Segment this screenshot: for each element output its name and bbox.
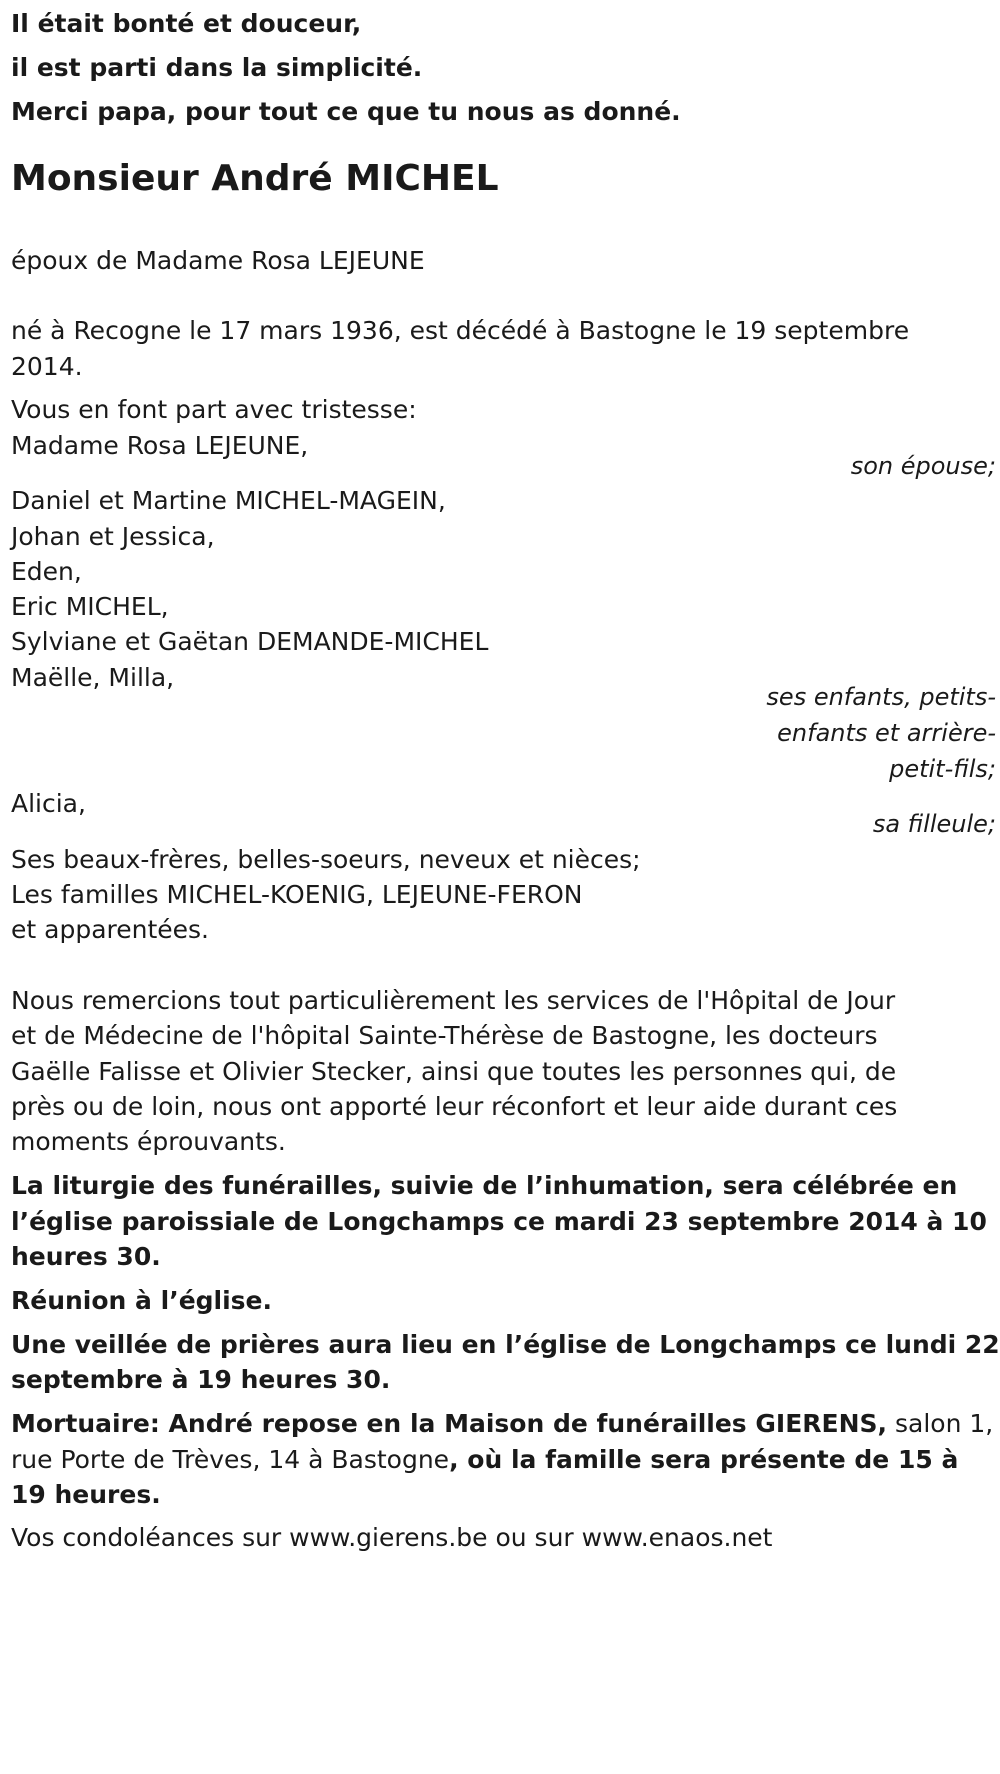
mortuary-bold-2: , où la famille sera présente de 15 à (449, 1445, 959, 1474)
mortuary-line-3: 19 heures. (11, 1480, 161, 1509)
family-others-1: Ses beaux-frères, belles-soeurs, neveux et nièces; (11, 845, 641, 874)
funeral-line-2: l’église paroissiale de Longchamps ce mardi 23 septembre 2014 à 10 (11, 1207, 987, 1236)
family-wife: Madame Rosa LEJEUNE, (11, 431, 309, 460)
mortuary-line-2 (11, 1440, 958, 1480)
spouse-line: époux de Madame Rosa LEJEUNE (11, 246, 425, 275)
meeting-line: Réunion à l’église. (11, 1286, 273, 1315)
family-others-3: et apparentées. (11, 915, 209, 944)
intro-line-1: Il était bonté et douceur, (11, 9, 362, 38)
deceased-name-title: Monsieur André MICHEL (11, 158, 499, 199)
condolences-line: Vos condoléances sur www.gierens.be ou sur www.enaos.net (11, 1523, 773, 1552)
mortuary-line-1 (11, 1404, 993, 1444)
thanks-line-5: moments éprouvants. (11, 1127, 286, 1156)
family-others-2: Les familles MICHEL-KOENIG, LEJEUNE-FERON (11, 880, 583, 909)
children-role-line-3: petit-fils; (889, 755, 996, 783)
funeral-line-3: heures 30. (11, 1242, 161, 1271)
children-role-line-1: ses enfants, petits- (766, 683, 996, 711)
announcement-line: Vous en font part avec tristesse: (11, 395, 417, 424)
children-role-line-2: enfants et arrière- (777, 719, 996, 747)
thanks-line-3: Gaëlle Falisse et Olivier Stecker, ainsi que toutes les personnes qui, de (11, 1057, 897, 1086)
mortuary-bold-1: Mortuaire: André repose en la Maison de funérailles GIERENS, (11, 1409, 888, 1438)
family-children-6: Maëlle, Milla, (11, 663, 175, 692)
family-children-5: Sylviane et Gaëtan DEMANDE-MICHEL (11, 627, 489, 656)
vigil-line-2: septembre à 19 heures 30. (11, 1365, 391, 1394)
intro-line-2: il est parti dans la simplicité. (11, 53, 423, 82)
wife-role: son épouse; (850, 452, 996, 480)
family-goddaughter: Alicia, (11, 789, 86, 818)
intro-line-3: Merci papa, pour tout ce que tu nous as donné. (11, 97, 681, 126)
family-children-4: Eric MICHEL, (11, 592, 169, 621)
thanks-line-4: près ou de loin, nous ont apporté leur réconfort et leur aide durant ces (11, 1092, 898, 1121)
funeral-line-1: La liturgie des funérailles, suivie de l’inhumation, sera célébrée en (11, 1171, 958, 1200)
goddaughter-role: sa filleule; (872, 810, 996, 838)
family-children-3: Eden, (11, 557, 82, 586)
birth-death-line-1: né à Recogne le 17 mars 1936, est décédé à Bastogne le 19 septembre (11, 316, 910, 345)
thanks-line-1: Nous remercions tout particulièrement les services de l'Hôpital de Jour (11, 986, 896, 1015)
vigil-line-1: Une veillée de prières aura lieu en l’église de Longchamps ce lundi 22 (11, 1330, 1000, 1359)
family-children-2: Johan et Jessica, (11, 522, 215, 551)
family-children-1: Daniel et Martine MICHEL-MAGEIN, (11, 486, 446, 515)
mortuary-normal-1: salon 1, (887, 1409, 994, 1438)
birth-death-line-2: 2014. (11, 352, 83, 381)
mortuary-normal-2: rue Porte de Trèves, 14 à Bastogne (11, 1445, 450, 1474)
thanks-line-2: et de Médecine de l'hôpital Sainte-Thérèse de Bastogne, les docteurs (11, 1021, 878, 1050)
